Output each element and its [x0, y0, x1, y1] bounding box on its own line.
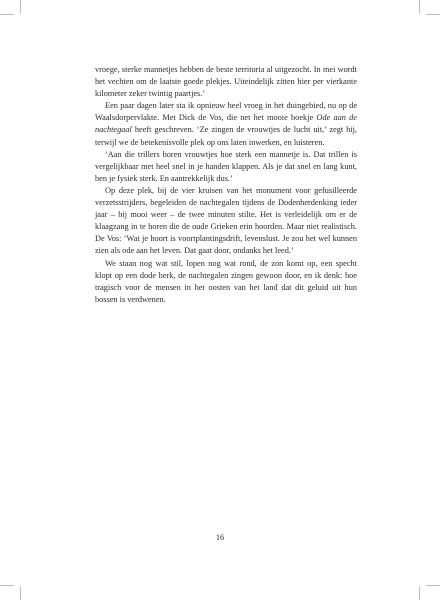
crop-mark-top-left-v [20, 0, 21, 14]
text-run: ‘Aan die trillers horen vrouwtjes hoe sterk een mannetje is. Dat trillen is vergelijkbaar met heel snel in je handen klappen. Als je dat snel en lang kunt, ben je fysiek sterk. En aantrekkelijk dus.’ [95, 149, 357, 183]
paragraph [95, 149, 357, 185]
italic-title: Ode aan de nachtegaal [95, 113, 357, 135]
paragraph [95, 258, 357, 306]
text-run: heeft geschreven. ‘Ze zingen de vrouwtjes de lucht uit,’ zegt hij, terwijl we de betekenisvolle plek op ons laten inwerken, en luisteren. [95, 125, 357, 147]
text-run: Op deze plek, bij de vier kruisen van het monument voor gefusilleerde verzetsstrijders, begeleiden de nachtegalen tijdens de Dodenherdenking ieder jaar – bij mooi weer – de twee minuten stilte. Het is verleidelijk om er de klaagzang in te horen die de oude Grieken erin hoorden. Maar niet realistisch. De Vos: ‘Wat je hoort is voortplantingsdrift, levenslust. Je zou het wel kunnen zien als ode aan het leven. Dat gaat door, ondanks het leed.’ [95, 185, 357, 256]
text-run: We staan nog wat stil, lopen nog wat rond, de zon komt op, een specht klopt op een dode berk, de nachtegalen zingen gewoon door, en ik denk: hoe tragisch voor de mensen in het oosten van het land dat dit geluid uit hun bossen is verdwenen. [95, 258, 357, 304]
crop-mark-bottom-left-v [20, 586, 21, 600]
paragraph [95, 185, 357, 258]
paragraph [95, 100, 357, 148]
crop-mark-bottom-left-h [0, 585, 14, 586]
crop-mark-bottom-right-v [419, 586, 420, 600]
text-run: Een paar dagen later sta ik opnieuw heel vroeg in het duingebied, nu op de Waalsdorpervlakte. Met Dick de Vos, die net het mooie boekje [95, 101, 357, 123]
crop-mark-top-right-h [426, 14, 440, 15]
paragraph [95, 64, 357, 100]
crop-mark-top-left-h [0, 14, 14, 15]
body-text [95, 64, 357, 306]
crop-mark-top-right-v [419, 0, 420, 14]
crop-mark-bottom-right-h [426, 585, 440, 586]
page-number: 16 [215, 533, 225, 542]
text-run: vroege, sterke mannetjes hebben de beste territoria al uitgezocht. In mei wordt het vechten om de laatste goede plekjes. Uiteindelijk zitten hier per vierkante kilometer zeker twintig paartjes.’ [95, 65, 357, 99]
